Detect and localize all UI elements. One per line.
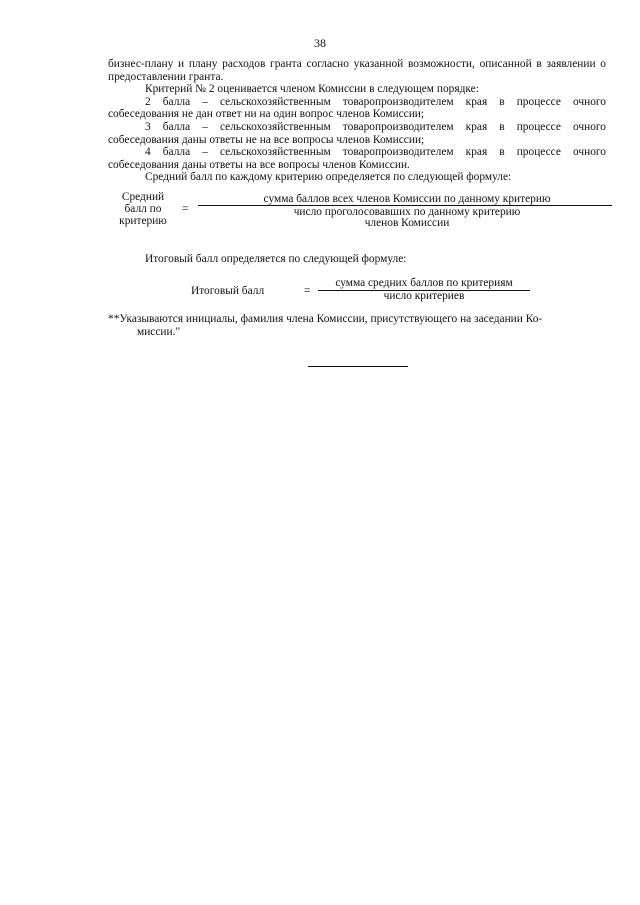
body-text [108, 58, 606, 184]
paragraph-3-points: 3 балла – сельскохозяйственным товаропроизводителем края в процессе очного собеседования даны ответы не на все вопросы членов Комиссии; [108, 120, 606, 146]
formula-average-denominator-line1: число проголосовавших по данному критерию [293, 206, 521, 218]
formula-total-equals: = [304, 285, 311, 297]
paragraph-2-points: 2 балла – сельскохозяйственным товаропроизводителем края в процессе очного собеседования не дан ответ ни на один вопрос членов Комиссии; [108, 95, 606, 121]
paragraph-avg-formula-intro: Средний балл по каждому критерию определяется по следующей формуле: [145, 171, 512, 184]
formula-average-equals: = [182, 203, 189, 215]
formula-average-numerator: сумма баллов всех членов Комиссии по данному критерию [263, 193, 551, 205]
formula-total-denominator: число критериев [383, 290, 465, 302]
formula-average-label-line: балл по [124, 203, 162, 215]
formula-total-numerator: сумма средних баллов по критериям [335, 277, 513, 289]
closing-rule [308, 366, 408, 367]
footnote-line: **Указываются инициалы, фамилия члена Комиссии, присутствующего на заседании Ко- [108, 313, 543, 325]
formula-average-score [108, 191, 613, 236]
footnote-line-continued: миссии." [137, 325, 181, 338]
paragraph-4-points: 4 балла – сельскохозяйственным товаропроизводителем края в процессе очного собеседования даны ответы на все вопросы членов Комиссии. [108, 146, 606, 171]
formula-total-label: Итоговый балл [191, 285, 265, 297]
footnote [108, 313, 606, 338]
formula-average-label-line: Средний [121, 191, 165, 203]
formula-total-intro: Итоговый балл определяется по следующей формуле: [145, 253, 407, 265]
paragraph-criterion-2: Критерий № 2 оценивается членом Комиссии в следующем порядке: [145, 83, 479, 96]
paragraph-grant-plan: бизнес-плану и плану расходов гранта согласно указанной возможности, описанной в заявлении о предоставлении гранта. [108, 58, 606, 83]
formula-average-denominator-line2: членов Комиссии [364, 217, 450, 229]
page-number: 38 [314, 36, 326, 50]
formula-average-label-line: критерию [119, 215, 167, 227]
formula-average-label [108, 191, 178, 227]
